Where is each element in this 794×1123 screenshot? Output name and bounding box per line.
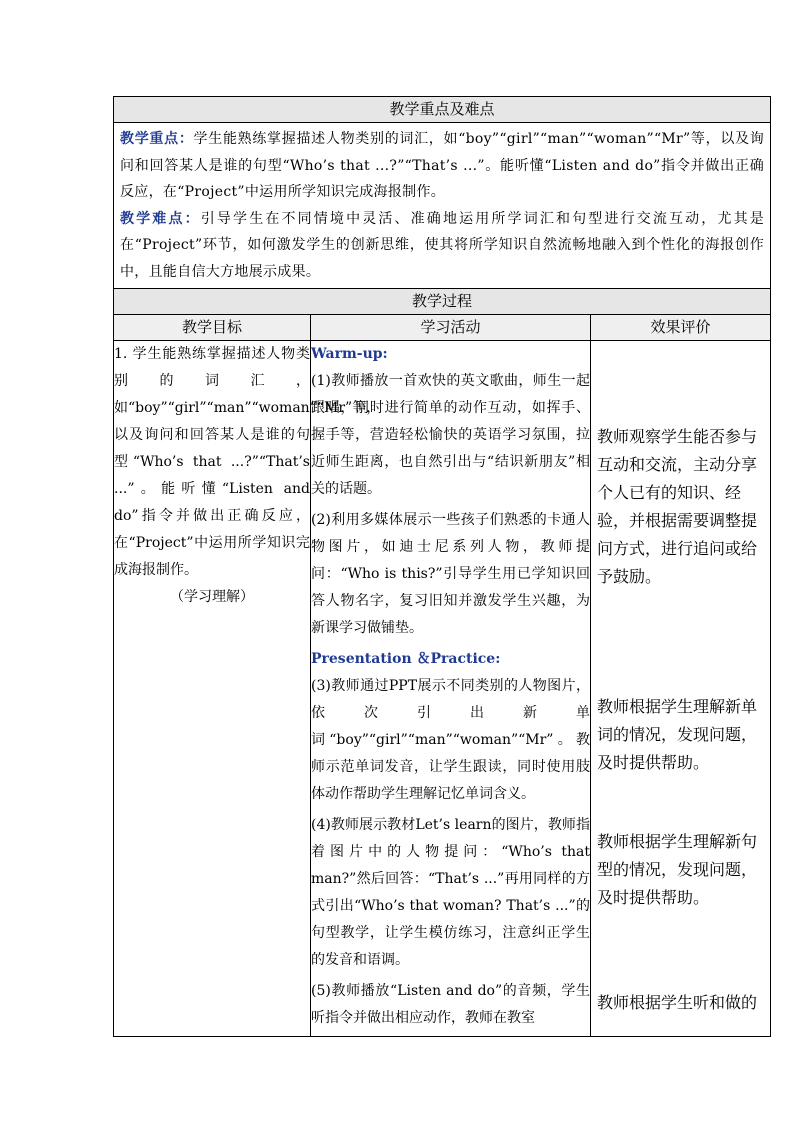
key-points-cell <box>114 123 771 289</box>
activity-paragraph: (2)利用多媒体展示一些孩子们熟悉的卡通人物图片，如迪士尼系列人物，教师提问：“Who is this?”引导学生用已学知识回答人物名字，复习旧知并激发学生兴趣，为新课学习做铺垫。 <box>311 512 590 636</box>
goal-tag: （学习理解） <box>170 589 254 605</box>
difficulty-text: 引导学生在不同情境中灵活、准确地运用所学词汇和句型进行交流互动，尤其是在“Project”环节，如何激发学生的创新思维，使其将所学知识自然流畅地融入到个性化的海报创作中，且能自信大方地展示成果。 <box>120 210 765 280</box>
evaluation-cell <box>591 341 771 1037</box>
activity-cell <box>311 341 591 1037</box>
column-header-evaluation: 效果评价 <box>591 315 771 341</box>
column-header-goal: 教学目标 <box>114 315 311 341</box>
presentation-heading: Presentation ＆Practice: <box>311 651 501 667</box>
evaluation-paragraph: 教师观察学生能否参与互动和交流，主动分享个人已有的知识、经验，并根据需要调整提问方式，进行追问或给予鼓励。 <box>597 427 758 586</box>
difficulty-label: 教学难点： <box>120 210 201 227</box>
lesson-plan-table <box>113 96 771 1037</box>
teaching-focus <box>114 123 770 288</box>
activity-paragraph: (1)教师播放一首欢快的英文歌曲，师生一起跟唱，同时进行简单的动作互动，如挥手、握手等，营造轻松愉快的英语学习氛围，拉近师生距离，也自然引出与“结识新朋友”相关的话题。 <box>311 373 590 497</box>
evaluation-paragraph: 教师根据学生听和做的 <box>597 993 758 1012</box>
key-points-header: 教学重点及难点 <box>114 97 771 123</box>
evaluation-paragraph: 教师根据学生理解新单词的情况，发现问题，及时提供帮助。 <box>597 697 758 772</box>
column-header-activity: 学习活动 <box>311 315 591 341</box>
focus-text: 学生能熟练掌握描述人物类别的词汇，如“boy”“girl”“man”“woman”“Mr”等，以及询问和回答某人是谁的句型“Who’s that ...?”“That’s ...”。能听懂“Listen and do”指令并做出正确反应，在“Project”中运用所学知识完成海报制作。 <box>120 131 765 200</box>
focus-label: 教学重点： <box>120 131 194 147</box>
process-header: 教学过程 <box>114 289 771 315</box>
goal-text: 1. 学生能熟练掌握描述人物类别的词汇，如“boy”“girl”“man”“woman”“Mr”等，以及询问和回答某人是谁的句型“Who’s that ...?”“That’s ...”。能听懂“Listen and do”指令并做出正确反应，在“Project”中运用所学知识完成海报制作。 <box>114 346 381 578</box>
activity-paragraph: (4)教师展示教材Let’s learn的图片，教师指着图片中的人物提问：“Who’s that man?”然后回答：“That’s ...”再用同样的方式引出“Who’s that woman? That’s ...”的句型教学，让学生模仿练习，注意纠正学生的发音和语调。 <box>311 817 590 968</box>
evaluation-paragraph: 教师根据学生理解新句型的情况，发现问题，及时提供帮助。 <box>597 832 758 907</box>
activity-paragraph: (3)教师通过PPT展示不同类别的人物图片，依次引出新单词“boy”“girl”“man”“woman”“Mr”。教师示范单词发音，让学生跟读，同时使用肢体动作帮助学生理解记忆单词含义。 <box>311 678 590 802</box>
activity-paragraph: (5)教师播放“Listen and do”的音频，学生听指令并做出相应动作，教师在教室 <box>311 983 590 1026</box>
warmup-heading: Warm-up: <box>311 346 388 362</box>
